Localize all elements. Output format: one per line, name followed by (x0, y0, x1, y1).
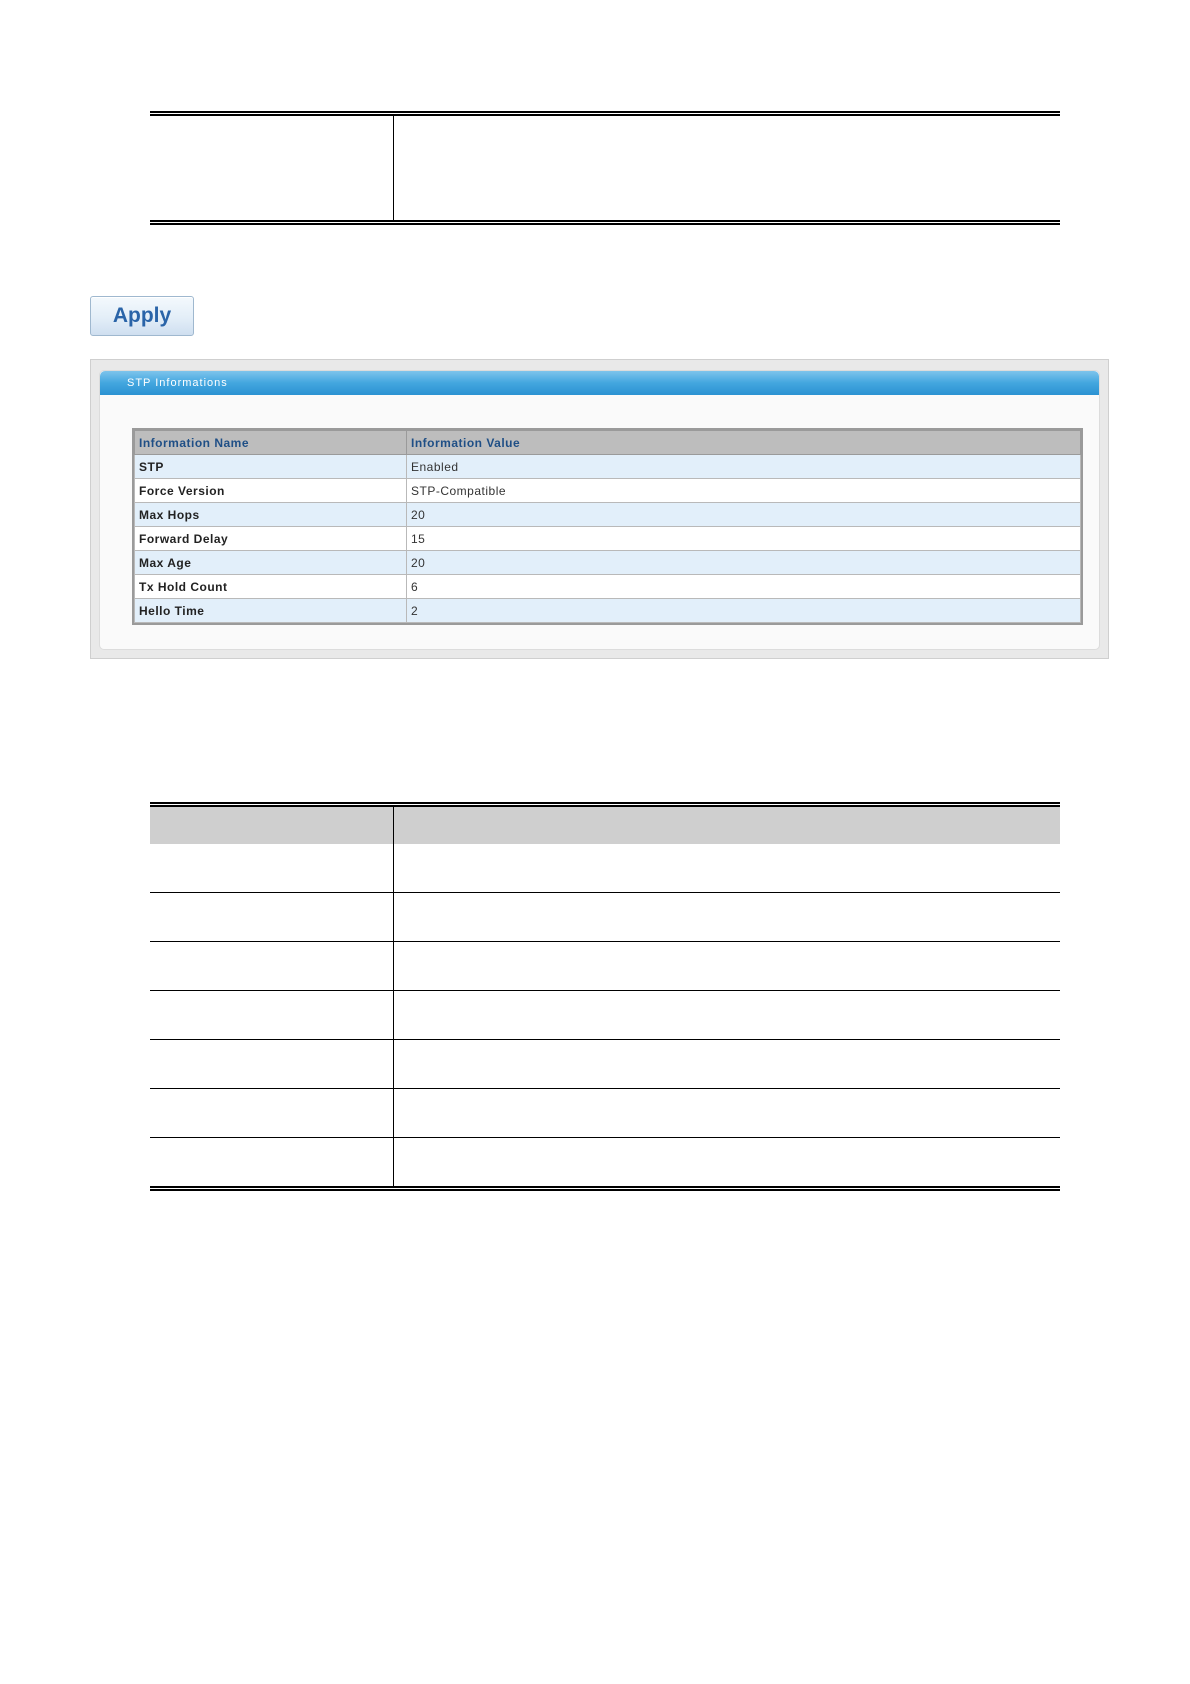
row-value: 2 (407, 599, 1081, 623)
description-cell (394, 1138, 1061, 1189)
table-row (150, 942, 1060, 991)
row-value: 15 (407, 527, 1081, 551)
panel-body (99, 370, 1100, 650)
top-table-fragment (150, 111, 1060, 225)
row-name: Max Hops (135, 503, 407, 527)
column-header-name: Information Name (135, 431, 407, 455)
panel-title: STP Informations (100, 371, 1099, 395)
table-row (135, 479, 1081, 503)
table-row (135, 575, 1081, 599)
description-cell (150, 1138, 394, 1189)
table-row (135, 551, 1081, 575)
description-cell (394, 893, 1061, 942)
description-cell (394, 1040, 1061, 1089)
table-row (150, 1089, 1060, 1138)
row-value: 20 (407, 503, 1081, 527)
description-cell (394, 844, 1061, 893)
table-header-row (135, 431, 1081, 455)
description-cell (150, 893, 394, 942)
description-cell (394, 942, 1061, 991)
row-name: Hello Time (135, 599, 407, 623)
description-cell (150, 1089, 394, 1138)
table-row (150, 844, 1060, 893)
table-row (135, 599, 1081, 623)
table-row (150, 1138, 1060, 1189)
row-name: Tx Hold Count (135, 575, 407, 599)
row-name: Force Version (135, 479, 407, 503)
row-value: 6 (407, 575, 1081, 599)
row-name: Max Age (135, 551, 407, 575)
description-table (150, 802, 1060, 1191)
row-name: STP (135, 455, 407, 479)
description-cell (394, 991, 1061, 1040)
table-row (135, 503, 1081, 527)
row-value: Enabled (407, 455, 1081, 479)
table-row (135, 527, 1081, 551)
table-row (135, 455, 1081, 479)
description-header-row (150, 805, 1060, 845)
table-row (150, 893, 1060, 942)
row-value: STP-Compatible (407, 479, 1081, 503)
table-row (150, 1040, 1060, 1089)
column-divider (393, 116, 394, 220)
row-name: Forward Delay (135, 527, 407, 551)
description-cell (150, 1040, 394, 1089)
description-cell (150, 844, 394, 893)
table-row (150, 991, 1060, 1040)
stp-information-panel (90, 359, 1109, 659)
description-header-cell-2 (394, 805, 1061, 845)
description-cell (150, 942, 394, 991)
row-value: 20 (407, 551, 1081, 575)
description-cell (394, 1089, 1061, 1138)
stp-information-table (134, 430, 1081, 623)
description-header-cell-1 (150, 805, 394, 845)
apply-button[interactable]: Apply (90, 296, 194, 336)
column-header-value: Information Value (407, 431, 1081, 455)
description-cell (150, 991, 394, 1040)
